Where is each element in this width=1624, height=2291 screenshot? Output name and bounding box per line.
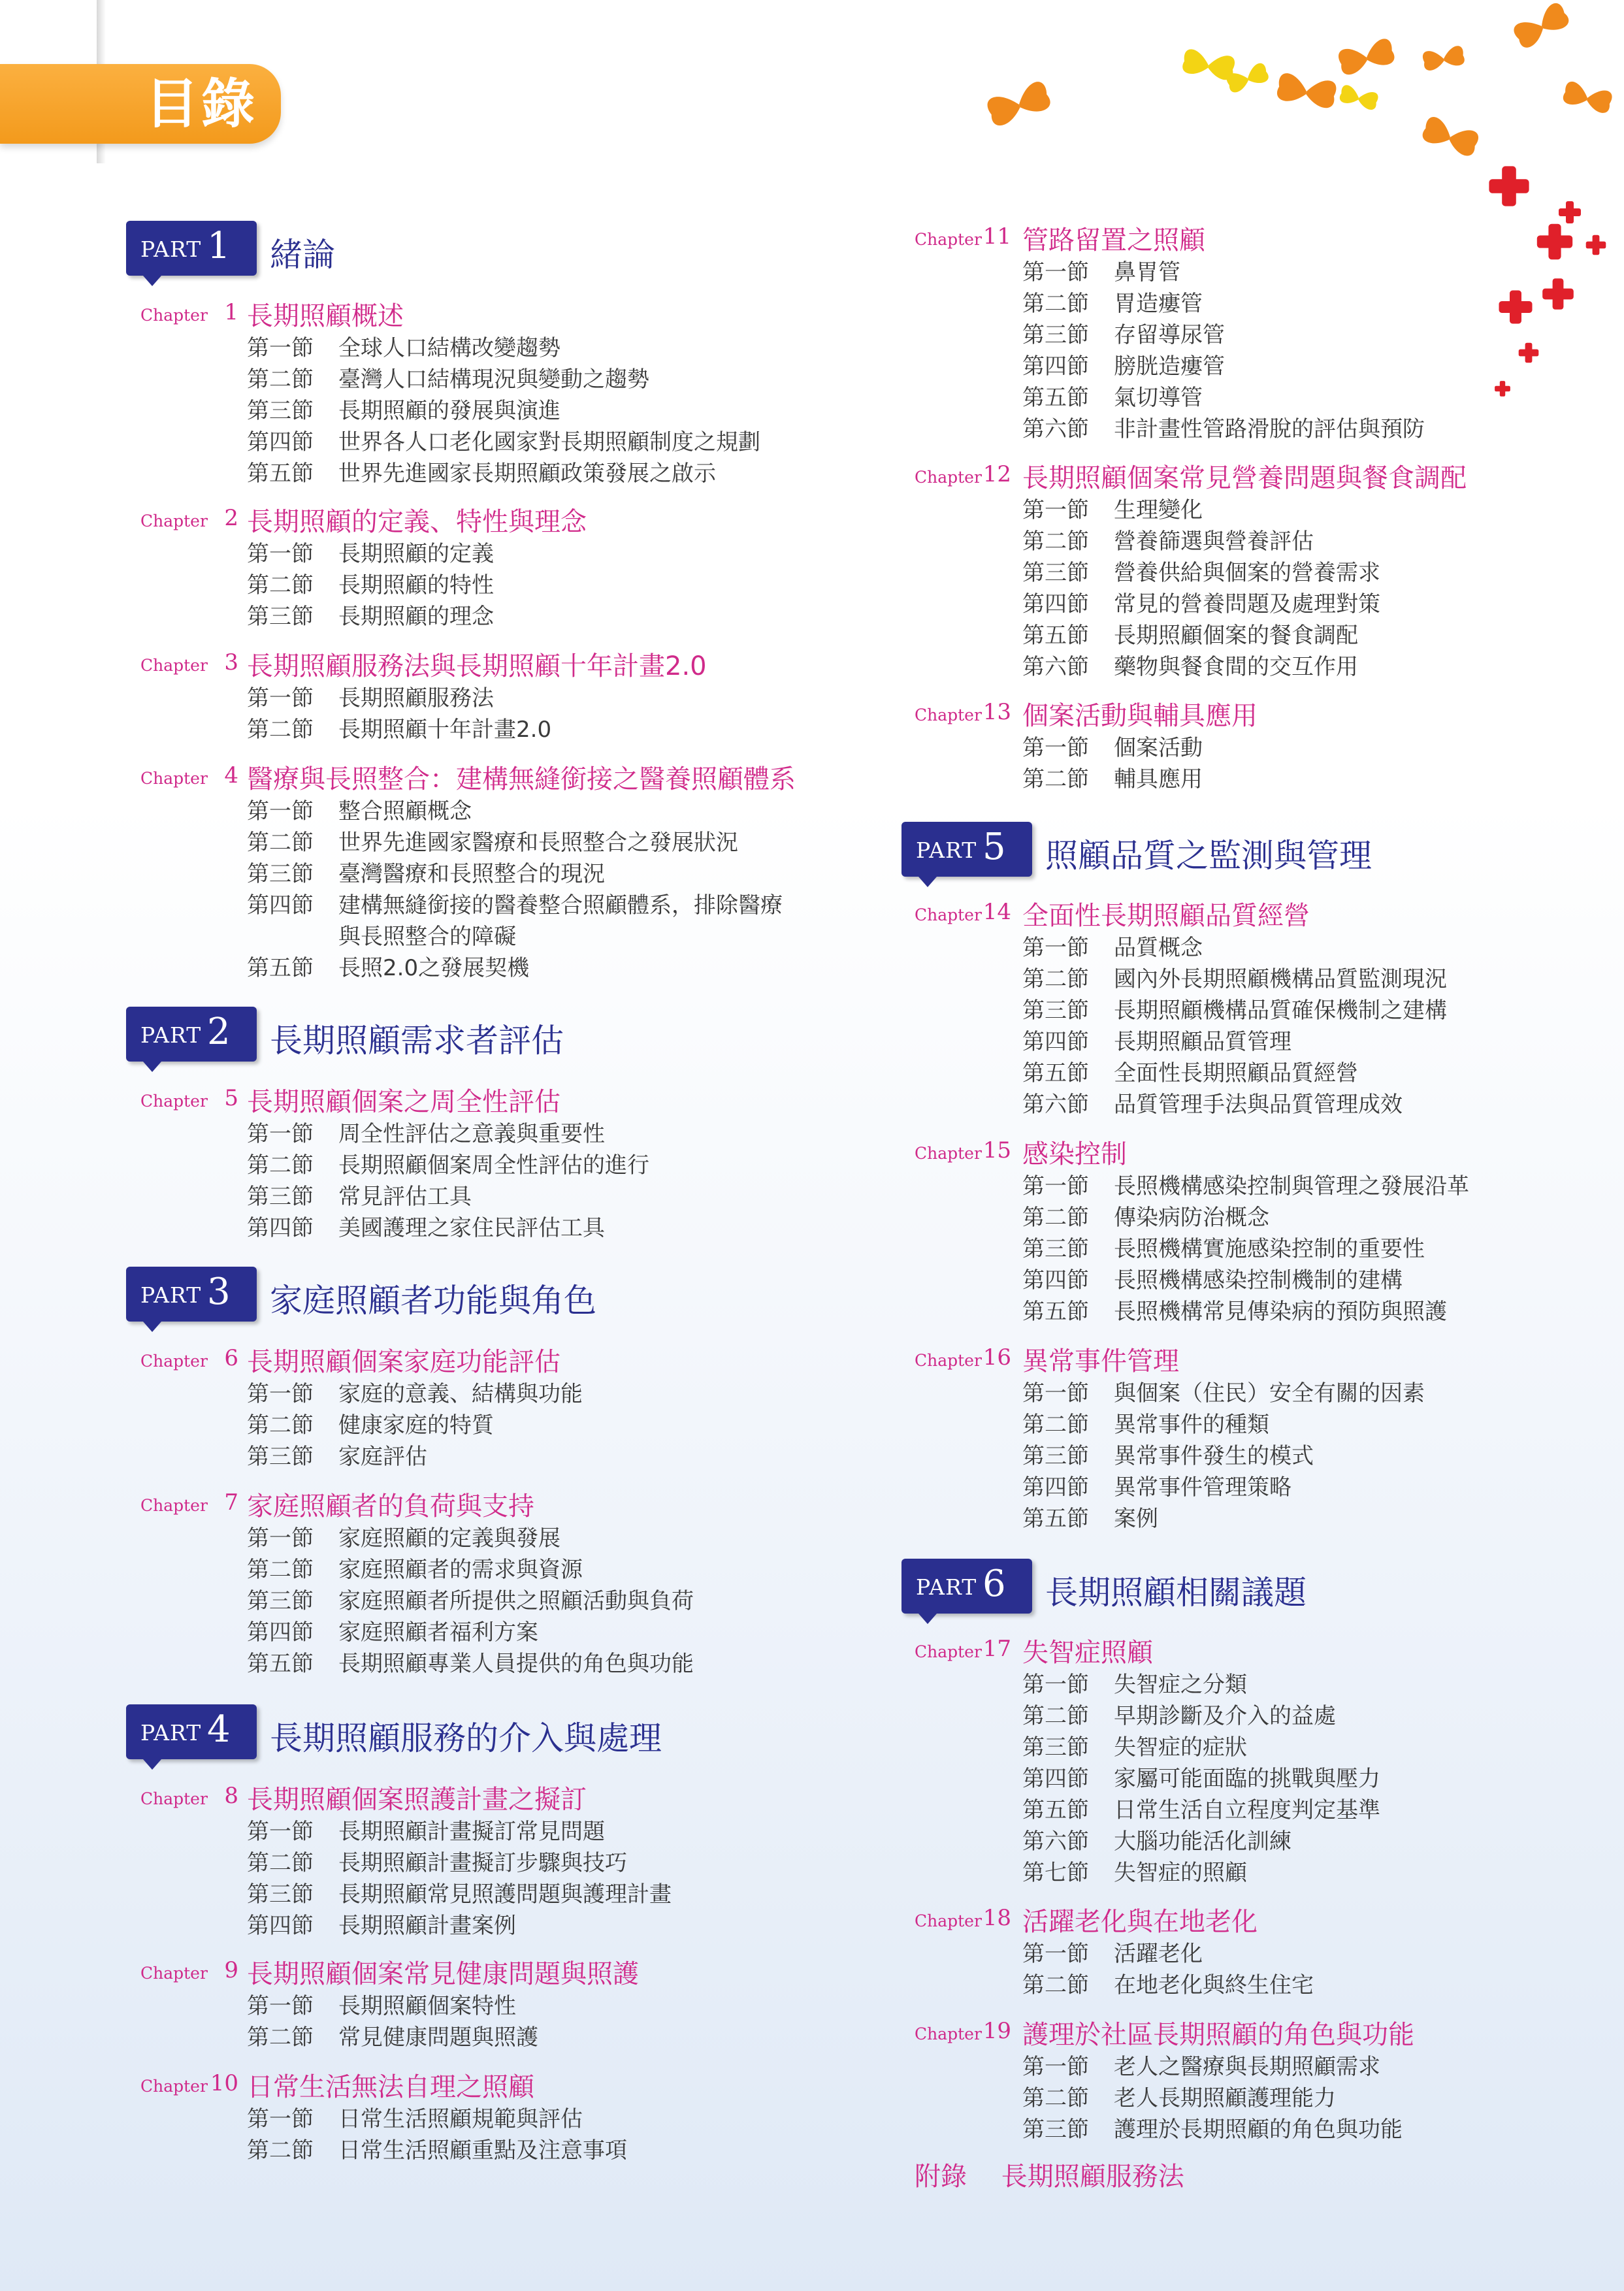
- section-number: 第一節: [247, 541, 314, 567]
- section-number: 第五節: [247, 955, 314, 981]
- section-title: 早期診斷及介入的益處: [1114, 1703, 1336, 1729]
- section-title: 日常生活照顧規範與評估: [338, 2106, 583, 2132]
- chapter-word: Chapter: [140, 306, 208, 325]
- chapter-word: Chapter: [915, 230, 982, 249]
- section-title: 國內外長期照顧機構品質監測現況: [1114, 966, 1447, 992]
- section-number: 第四節: [1022, 1766, 1089, 1792]
- part-word: PART: [140, 1720, 202, 1746]
- chapter-title: 醫療與長照整合：建構無縫銜接之醫養照顧體系: [247, 764, 796, 794]
- section-number: 第二節: [247, 1850, 314, 1876]
- part-word: PART: [916, 1574, 977, 1600]
- section-title: 非計畫性管路滑脫的評估與預防: [1114, 416, 1425, 442]
- section-number: 第四節: [247, 1619, 314, 1646]
- section-number: 第六節: [1022, 654, 1089, 680]
- section-number: 第一節: [247, 685, 314, 711]
- section-number: 第三節: [1022, 322, 1089, 348]
- chapter-title: 家庭照顧者的負荷與支持: [247, 1491, 534, 1521]
- chapter-word: Chapter: [140, 1964, 208, 1983]
- section-title: 長期照顧個案周全性評估的進行: [338, 1152, 649, 1178]
- section-number: 第二節: [247, 1152, 314, 1178]
- chapter-number: 19: [983, 2018, 1011, 2044]
- chapter-word: Chapter: [140, 656, 208, 675]
- section-title: 氣切導管: [1114, 385, 1203, 411]
- chapter-title: 長期照顧服務法與長期照顧十年計畫2.0: [247, 651, 707, 681]
- chapter-word: Chapter: [915, 1351, 982, 1370]
- section-title: 家庭照顧者福利方案: [338, 1619, 538, 1646]
- section-number: 第一節: [247, 335, 314, 361]
- part-badge: [126, 1267, 257, 1322]
- part-number: 5: [983, 826, 1006, 868]
- section-title: 常見健康問題與照護: [338, 2024, 538, 2051]
- section-number: 第四節: [247, 892, 314, 918]
- section-number: 第四節: [1022, 353, 1089, 380]
- section-title: 臺灣醫療和長照整合的現況: [338, 861, 605, 887]
- section-title: 全球人口結構改變趨勢: [338, 335, 560, 361]
- section-number: 第三節: [1022, 560, 1089, 586]
- chapter-number: 3: [224, 649, 238, 675]
- section-number: 第二節: [247, 1412, 314, 1438]
- part-title: 照顧品質之監測與管理: [1045, 837, 1372, 875]
- section-number: 第五節: [1022, 385, 1089, 411]
- section-number: 第四節: [247, 1215, 314, 1241]
- section-number: 第一節: [1022, 1941, 1089, 1967]
- section-title: 藥物與餐食間的交互作用: [1114, 654, 1358, 680]
- section-title: 生理變化: [1114, 497, 1203, 523]
- section-number: 第一節: [1022, 259, 1089, 285]
- chapter-word: Chapter: [140, 512, 208, 530]
- chapter-number: 7: [224, 1489, 238, 1516]
- section-title: 長期照顧的理念: [338, 604, 494, 630]
- chapter-title: 失智症照顧: [1022, 1638, 1153, 1668]
- section-title: 異常事件管理策略: [1114, 1474, 1291, 1501]
- section-title: 老人長期照顧護理能力: [1114, 2085, 1336, 2111]
- section-number: 第一節: [1022, 1672, 1089, 1698]
- section-number: 第三節: [247, 1588, 314, 1614]
- chapter-title: 全面性長期照顧品質經營: [1022, 901, 1310, 931]
- section-number: 第二節: [1022, 966, 1089, 992]
- section-number: 第一節: [1022, 2054, 1089, 2080]
- section-number: 第一節: [247, 798, 314, 824]
- section-number: 第二節: [1022, 291, 1089, 317]
- section-title: 與個案（住民）安全有關的因素: [1114, 1380, 1425, 1406]
- section-number: 第四節: [1022, 1474, 1089, 1501]
- chapter-number: 9: [224, 1957, 238, 1983]
- section-title: 護理於長期照顧的角色與功能: [1114, 2117, 1403, 2143]
- section-number: 第三節: [1022, 998, 1089, 1024]
- section-number: 第二節: [247, 830, 314, 856]
- part-badge: [901, 822, 1032, 877]
- section-number: 第五節: [1022, 1506, 1089, 1532]
- section-number: 第二節: [247, 717, 314, 743]
- chapter-number: 17: [983, 1636, 1011, 1662]
- appendix-label: 附錄: [915, 2162, 967, 2192]
- chapter-word: Chapter: [140, 769, 208, 788]
- section-title: 鼻胃管: [1114, 259, 1180, 285]
- chapter-title: 長期照顧個案家庭功能評估: [247, 1347, 560, 1377]
- section-title: 輔具應用: [1114, 766, 1203, 792]
- section-title: 與長照整合的障礙: [338, 924, 516, 950]
- section-title: 膀胱造瘻管: [1114, 353, 1225, 380]
- section-title: 世界各人口老化國家對長期照顧制度之規劃: [338, 429, 760, 455]
- page-title: 目錄: [145, 73, 258, 135]
- section-title: 營養篩選與營養評估: [1114, 528, 1314, 555]
- section-title: 家庭照顧者的需求與資源: [338, 1557, 583, 1583]
- part-badge: [901, 1559, 1032, 1614]
- chapter-title: 日常生活無法自理之照顧: [247, 2072, 534, 2102]
- section-number: 第二節: [1022, 2085, 1089, 2111]
- section-title: 家庭評估: [338, 1444, 427, 1470]
- section-number: 第一節: [247, 1121, 314, 1147]
- part-number: 2: [207, 1011, 231, 1053]
- section-title: 在地老化與終生住宅: [1114, 1972, 1314, 1998]
- section-number: 第一節: [1022, 1173, 1089, 1199]
- section-number: 第四節: [247, 1913, 314, 1939]
- section-title: 全面性長期照顧品質經營: [1114, 1060, 1358, 1086]
- chapter-title: 感染控制: [1022, 1139, 1127, 1169]
- section-title: 個案活動: [1114, 735, 1203, 761]
- section-number: 第三節: [1022, 1443, 1089, 1469]
- section-number: 第二節: [1022, 1205, 1089, 1231]
- chapter-title: 異常事件管理: [1022, 1346, 1179, 1376]
- chapter-title: 長期照顧個案之周全性評估: [247, 1087, 560, 1117]
- section-number: 第二節: [247, 1557, 314, 1583]
- section-number: 第三節: [247, 1881, 314, 1908]
- medical-cross-icon: [1489, 166, 1606, 397]
- section-number: 第七節: [1022, 1860, 1089, 1886]
- section-title: 家庭照顧的定義與發展: [338, 1525, 560, 1552]
- section-number: 第二節: [247, 366, 314, 393]
- section-number: 第四節: [1022, 1267, 1089, 1293]
- section-number: 第三節: [247, 604, 314, 630]
- section-number: 第五節: [247, 461, 314, 487]
- section-number: 第一節: [247, 1819, 314, 1845]
- chapter-number: 6: [224, 1345, 238, 1371]
- chapter-word: Chapter: [915, 706, 982, 724]
- section-title: 長期照顧的發展與演進: [338, 398, 560, 424]
- part-badge: [126, 1007, 257, 1062]
- part-title: 長期照顧需求者評估: [270, 1022, 564, 1060]
- section-title: 世界先進國家醫療和長照整合之發展狀況: [338, 830, 738, 856]
- chapter-number: 8: [224, 1783, 238, 1809]
- section-title: 大腦功能活化訓練: [1114, 1828, 1291, 1855]
- chapter-number: 2: [224, 505, 238, 531]
- section-number: 第一節: [1022, 935, 1089, 961]
- part-badge: [126, 1704, 257, 1759]
- section-number: 第一節: [247, 1381, 314, 1407]
- section-title: 常見的營養問題及處理對策: [1114, 591, 1380, 617]
- section-number: 第一節: [247, 1993, 314, 2019]
- section-title: 老人之醫療與長期照顧需求: [1114, 2054, 1380, 2080]
- part-word: PART: [140, 1282, 202, 1308]
- section-title: 長期照顧的定義: [338, 541, 494, 567]
- chapter-number: 12: [983, 461, 1011, 487]
- section-number: 第三節: [247, 861, 314, 887]
- section-title: 周全性評估之意義與重要性: [338, 1121, 605, 1147]
- section-number: 第四節: [247, 429, 314, 455]
- chapter-number: 10: [210, 2070, 238, 2096]
- part-title: 家庭照顧者功能與角色: [270, 1282, 596, 1320]
- section-number: 第三節: [1022, 1236, 1089, 1262]
- chapter-word: Chapter: [140, 1789, 208, 1808]
- section-title: 品質管理手法與品質管理成效: [1114, 1092, 1403, 1118]
- section-number: 第五節: [1022, 1299, 1089, 1325]
- part-word: PART: [140, 1022, 202, 1048]
- section-number: 第二節: [247, 2137, 314, 2164]
- section-number: 第六節: [1022, 1092, 1089, 1118]
- section-title: 建構無縫銜接的醫養整合照顧體系，排除醫療: [338, 892, 783, 918]
- section-title: 美國護理之家住民評估工具: [338, 1215, 605, 1241]
- chapter-title: 長期照顧個案常見營養問題與餐食調配: [1022, 463, 1467, 493]
- section-title: 世界先進國家長期照顧政策發展之啟示: [338, 461, 716, 487]
- chapter-title: 護理於社區長期照顧的角色與功能: [1022, 2020, 1414, 2050]
- chapter-title: 活躍老化與在地老化: [1022, 1907, 1258, 1937]
- chapter-title: 個案活動與輔具應用: [1022, 701, 1258, 731]
- section-title: 活躍老化: [1114, 1941, 1203, 1967]
- section-title: 長照機構常見傳染病的預防與照護: [1114, 1299, 1447, 1325]
- appendix-title: 長期照顧服務法: [1001, 2162, 1184, 2192]
- chapter-title: 管路留置之照顧: [1022, 225, 1205, 255]
- section-title: 長期照顧的特性: [338, 572, 494, 598]
- chapter-title: 長期照顧個案常見健康問題與照護: [247, 1959, 639, 1989]
- section-title: 失智症之分類: [1114, 1672, 1247, 1698]
- section-title: 傳染病防治概念: [1114, 1205, 1269, 1231]
- section-number: 第三節: [1022, 2117, 1089, 2143]
- chapter-number: 13: [983, 699, 1011, 725]
- section-title: 品質概念: [1114, 935, 1203, 961]
- section-title: 長照機構實施感染控制的重要性: [1114, 1236, 1425, 1262]
- chapter-number: 15: [983, 1137, 1011, 1163]
- section-number: 第一節: [247, 2106, 314, 2132]
- section-number: 第一節: [1022, 1380, 1089, 1406]
- section-title: 長照機構感染控制機制的建構: [1114, 1267, 1403, 1293]
- section-title: 長期照顧機構品質確保機制之建構: [1114, 998, 1447, 1024]
- section-number: 第五節: [1022, 1060, 1089, 1086]
- section-title: 案例: [1114, 1506, 1158, 1532]
- section-title: 長期照顧專業人員提供的角色與功能: [338, 1651, 694, 1677]
- chapter-title: 長期照顧的定義、特性與理念: [247, 507, 587, 537]
- section-number: 第五節: [1022, 1797, 1089, 1823]
- section-title: 長期照顧服務法: [338, 685, 494, 711]
- section-number: 第五節: [247, 1651, 314, 1677]
- chapter-title: 長期照顧個案照護計畫之擬訂: [247, 1785, 587, 1815]
- part-number: 6: [983, 1563, 1006, 1605]
- appendix-entry[interactable]: [915, 2156, 1184, 2193]
- chapter-word: Chapter: [915, 905, 982, 924]
- chapter-number: 11: [983, 223, 1011, 250]
- section-number: 第一節: [1022, 735, 1089, 761]
- section-title: 失智症的症狀: [1114, 1734, 1247, 1761]
- section-title: 家庭的意義、結構與功能: [338, 1381, 583, 1407]
- section-title: 長期照顧個案特性: [338, 1993, 516, 2019]
- section-title: 家庭照顧者所提供之照顧活動與負荷: [338, 1588, 694, 1614]
- section-title: 臺灣人口結構現況與變動之趨勢: [338, 366, 649, 393]
- section-number: 第三節: [247, 1444, 314, 1470]
- section-title: 健康家庭的特質: [338, 1412, 494, 1438]
- chapter-word: Chapter: [140, 1092, 208, 1111]
- section-number: 第二節: [1022, 1703, 1089, 1729]
- section-number: 第二節: [247, 572, 314, 598]
- section-number: 第二節: [1022, 1412, 1089, 1438]
- section-number: 第四節: [1022, 591, 1089, 617]
- section-title: 家屬可能面臨的挑戰與壓力: [1114, 1766, 1380, 1792]
- section-number: 第三節: [247, 398, 314, 424]
- section-number: 第二節: [247, 2024, 314, 2051]
- chapter-number: 14: [983, 899, 1011, 925]
- chapter-word: Chapter: [915, 468, 982, 487]
- section-number: 第二節: [1022, 528, 1089, 555]
- butterfly-icon: [985, 1, 1614, 158]
- section-title: 日常生活照顧重點及注意事項: [338, 2137, 627, 2164]
- section-title: 整合照顧概念: [338, 798, 472, 824]
- chapter-word: Chapter: [915, 1642, 982, 1661]
- chapter-title: 長期照顧概述: [247, 301, 404, 331]
- section-title: 長期照顧常見照護問題與護理計畫: [338, 1881, 672, 1908]
- chapter-number: 1: [224, 299, 238, 325]
- section-title: 長期照顧個案的餐食調配: [1114, 623, 1358, 649]
- chapter-number: 5: [224, 1085, 238, 1111]
- part-word: PART: [916, 837, 977, 863]
- section-title: 存留導尿管: [1114, 322, 1225, 348]
- chapter-word: Chapter: [915, 1911, 982, 1930]
- section-number: 第六節: [1022, 1828, 1089, 1855]
- part-badge: [126, 221, 257, 276]
- section-title: 胃造瘻管: [1114, 291, 1203, 317]
- section-title: 長照2.0之發展契機: [338, 955, 530, 981]
- section-number: 第一節: [247, 1525, 314, 1552]
- part-title: 緒論: [270, 236, 335, 274]
- section-title: 日常生活自立程度判定基準: [1114, 1797, 1380, 1823]
- chapter-number: 16: [983, 1344, 1011, 1371]
- section-number: 第二節: [1022, 1972, 1089, 1998]
- chapter-word: Chapter: [915, 1144, 982, 1163]
- chapter-word: Chapter: [915, 2024, 982, 2043]
- section-title: 營養供給與個案的營養需求: [1114, 560, 1380, 586]
- section-title: 異常事件發生的模式: [1114, 1443, 1314, 1469]
- section-number: 第六節: [1022, 416, 1089, 442]
- part-title: 長期照顧服務的介入與處理: [270, 1719, 662, 1757]
- chapter-word: Chapter: [140, 2077, 208, 2096]
- part-title: 長期照顧相關議題: [1045, 1574, 1307, 1612]
- section-title: 長照機構感染控制與管理之發展沿革: [1114, 1173, 1469, 1199]
- section-number: 第二節: [1022, 766, 1089, 792]
- section-number: 第三節: [247, 1184, 314, 1210]
- part-number: 1: [207, 225, 231, 267]
- section-title: 長期照顧品質管理: [1114, 1029, 1291, 1055]
- part-number: 3: [207, 1271, 231, 1313]
- section-title: 長期照顧計畫擬訂常見問題: [338, 1819, 605, 1845]
- section-number: 第三節: [1022, 1734, 1089, 1761]
- section-number: 第四節: [1022, 1029, 1089, 1055]
- chapter-word: Chapter: [140, 1496, 208, 1515]
- section-number: 第一節: [1022, 497, 1089, 523]
- section-title: 失智症的照顧: [1114, 1860, 1247, 1886]
- section-title: 常見評估工具: [338, 1184, 472, 1210]
- section-title: 異常事件的種類: [1114, 1412, 1269, 1438]
- chapter-word: Chapter: [140, 1352, 208, 1371]
- part-word: PART: [140, 236, 202, 262]
- section-title: 長期照顧計畫案例: [338, 1913, 516, 1939]
- chapter-number: 4: [224, 762, 238, 788]
- section-title: 長期照顧計畫擬訂步驟與技巧: [338, 1850, 627, 1876]
- section-number: 第五節: [1022, 623, 1089, 649]
- chapter-number: 18: [983, 1905, 1011, 1931]
- part-number: 4: [207, 1708, 231, 1751]
- section-title: 長期照顧十年計畫2.0: [338, 717, 552, 743]
